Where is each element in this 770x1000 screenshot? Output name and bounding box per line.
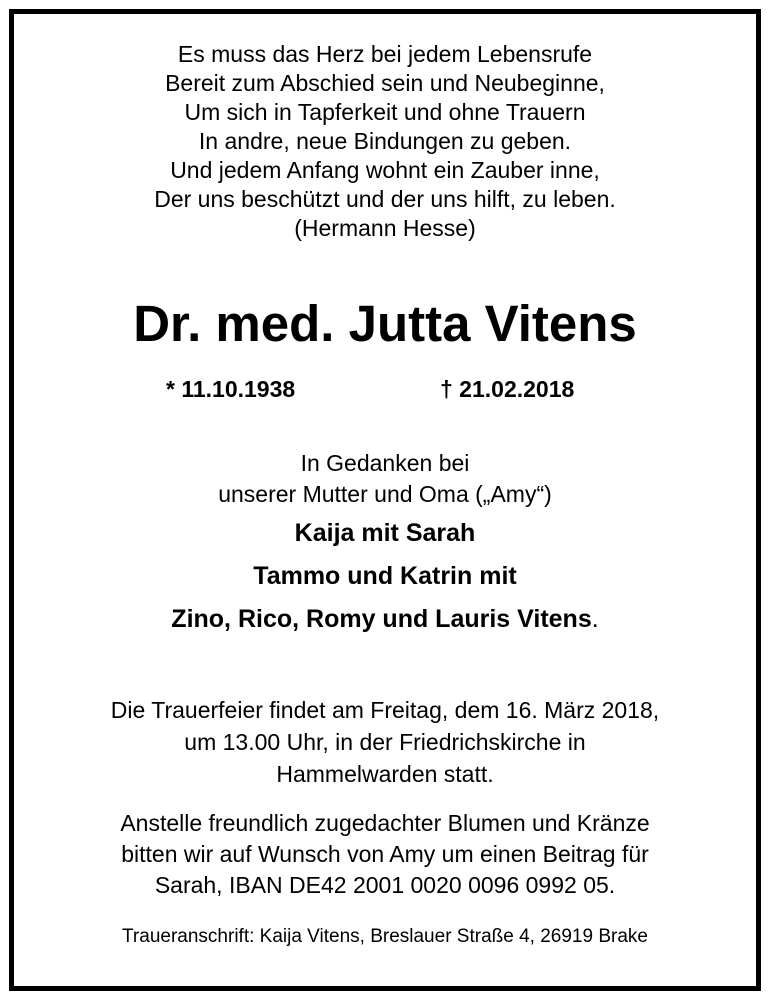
donation-request — [0, 808, 770, 901]
death-date: † 21.02.2018 — [440, 376, 575, 402]
donation-line: Anstelle freundlich zugedachter Blumen und Kränze — [120, 810, 650, 836]
in-memory-line: In Gedanken bei — [300, 450, 470, 476]
service-line: Die Trauerfeier findet am Freitag, dem 16. März 2018, — [110, 697, 660, 723]
mourner-line: Kaija mit Sarah — [294, 519, 476, 547]
poem-line: Es muss das Herz bei jedem Lebensrufe — [177, 41, 593, 67]
mourner-line: Tammo und Katrin mit — [253, 562, 517, 590]
poem-line: Der uns beschützt und der uns hilft, zu leben. — [154, 186, 616, 212]
donation-line: bitten wir auf Wunsch von Amy um einen Beitrag für — [121, 841, 649, 867]
funeral-service-info — [0, 694, 770, 790]
mourning-address: Traueranschrift: Kaija Vitens, Breslauer Straße 4, 26919 Brake — [122, 926, 648, 947]
poem-line: In andre, neue Bindungen zu geben. — [198, 128, 572, 154]
mourner-names: Zino, Rico, Romy und Lauris Vitens — [171, 605, 592, 633]
mourners-list — [0, 512, 770, 641]
in-memory-text — [0, 448, 770, 510]
mourner-period: . — [591, 605, 599, 633]
mourner-line — [0, 598, 770, 641]
poem-author: (Hermann Hesse) — [294, 215, 476, 241]
poem-line: Um sich in Tapferkeit und ohne Trauern — [184, 99, 586, 125]
service-line: Hammelwarden statt. — [276, 761, 494, 787]
poem-line: Bereit zum Abschied sein und Neubeginne, — [165, 70, 605, 96]
birth-date: * 11.10.1938 — [166, 376, 296, 402]
in-memory-line: unserer Mutter und Oma („Amy“) — [218, 481, 552, 507]
deceased-name: Dr. med. Jutta Vitens — [133, 295, 637, 352]
donation-line: Sarah, IBAN DE42 2001 0020 0096 0992 05. — [154, 872, 616, 898]
service-line: um 13.00 Uhr, in der Friedrichskirche in — [184, 729, 586, 755]
poem-line: Und jedem Anfang wohnt ein Zauber inne, — [170, 157, 600, 183]
poem — [0, 40, 770, 243]
